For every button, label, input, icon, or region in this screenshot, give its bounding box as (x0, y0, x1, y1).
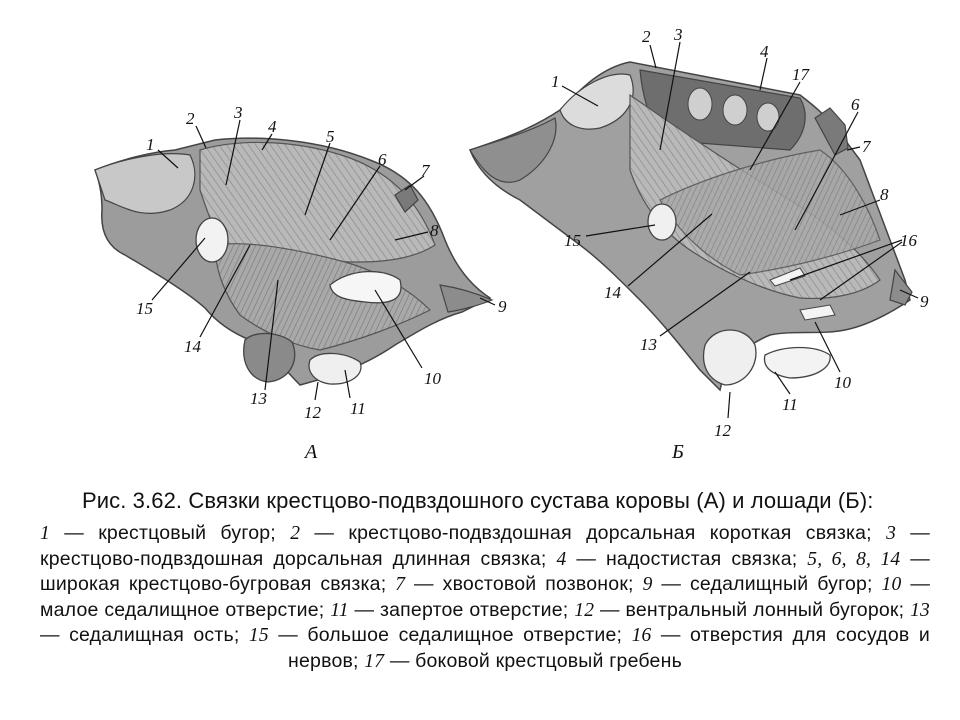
label-a-10: 10 (424, 369, 441, 388)
label-b-1: 1 (551, 72, 560, 91)
legend-number: 5, 6, 8, 14 (807, 548, 901, 570)
label-a-1: 1 (146, 135, 155, 154)
label-b-2: 2 (642, 27, 651, 46)
label-b-16: 16 (900, 231, 917, 250)
label-a-8: 8 (430, 221, 439, 240)
legend-number: 15 (248, 625, 269, 646)
legend-text: — вентральный лонный бугорок; (594, 598, 905, 621)
label-b-9: 9 (920, 292, 929, 311)
legend-text: — отверстия для сосудов и нервов; (288, 624, 930, 672)
label-b-10: 10 (834, 373, 851, 392)
panel-letter-b: Б (672, 441, 684, 463)
legend-number: 2 (290, 523, 301, 544)
legend-number: 7 (395, 574, 406, 595)
legend-text: — крестцово-подвздошная дорсальная короткая связка; (300, 522, 872, 544)
legend-number: 10 (881, 574, 902, 595)
legend-number: 4 (556, 548, 567, 570)
label-b-11: 11 (782, 395, 798, 414)
label-b-4: 4 (760, 42, 769, 61)
label-a-6: 6 (378, 150, 387, 169)
figure-caption (40, 490, 930, 674)
illustration-cow (95, 138, 492, 385)
label-b-8: 8 (880, 185, 889, 204)
legend-number: 3 (886, 523, 897, 544)
label-b-12: 12 (714, 421, 731, 440)
legend-entry (330, 599, 568, 621)
legend-entry (643, 573, 873, 595)
label-a-2: 2 (186, 109, 195, 128)
legend-number: 17 (364, 650, 385, 672)
label-a-9: 9 (498, 297, 507, 316)
legend-entry (249, 624, 622, 646)
label-b-15: 15 (564, 231, 581, 250)
legend-number: 9 (642, 574, 653, 595)
legend-entry (556, 548, 797, 570)
panel-letter-a: А (305, 441, 318, 463)
legend-number: 1 (40, 523, 50, 544)
legend-text: — надостистая связка; (566, 547, 798, 570)
legend-number: 16 (631, 625, 652, 646)
legend-number: 11 (330, 599, 349, 621)
legend-text: — седалищный бугор; (652, 573, 873, 595)
legend-text: — боковой крестцовый гребень (384, 649, 682, 672)
legend-entry (395, 573, 633, 595)
legend-entry (574, 599, 904, 621)
label-a-14: 14 (184, 337, 201, 356)
legend-text: — большое седалищное отверстие; (268, 624, 623, 646)
label-b-7: 7 (862, 137, 871, 156)
legend-entry (364, 650, 682, 672)
illustration-horse (470, 62, 912, 390)
label-b-17: 17 (792, 65, 809, 84)
label-a-7: 7 (421, 161, 430, 180)
caption-title: Рис. 3.62. Связки крестцово-подвздошного сустава коровы (А) и лошади (Б): (82, 488, 874, 513)
label-a-3: 3 (234, 103, 243, 122)
legend-text: — крестцовый бугор; (49, 522, 276, 544)
legend-text: — седалищная ость; (40, 624, 240, 646)
legend-number: 12 (574, 599, 595, 621)
label-a-11: 11 (350, 399, 366, 418)
label-a-4: 4 (268, 117, 277, 136)
legend-entry (290, 522, 872, 544)
label-a-12: 12 (304, 403, 321, 422)
legend-text: — хвостовой позвонок; (405, 573, 634, 595)
legend-text: — крестцово-подвздошная дорсальная длинная связка; (40, 522, 930, 570)
caption-legend (40, 521, 930, 674)
label-a-15: 15 (136, 299, 153, 318)
label-b-14: 14 (604, 283, 621, 302)
label-a-13: 13 (250, 389, 267, 408)
label-a-5: 5 (326, 127, 335, 146)
legend-number: 13 (910, 599, 930, 621)
legend-text: — малое седалищное отверстие; (40, 573, 931, 621)
legend-entry (40, 522, 276, 544)
label-b-6: 6 (851, 95, 860, 114)
legend-text: — широкая крестцово-бугровая связка; (40, 547, 930, 595)
label-b-3: 3 (674, 25, 683, 44)
legend-text: — запертое отверстие; (348, 598, 569, 621)
label-b-13: 13 (640, 335, 657, 354)
